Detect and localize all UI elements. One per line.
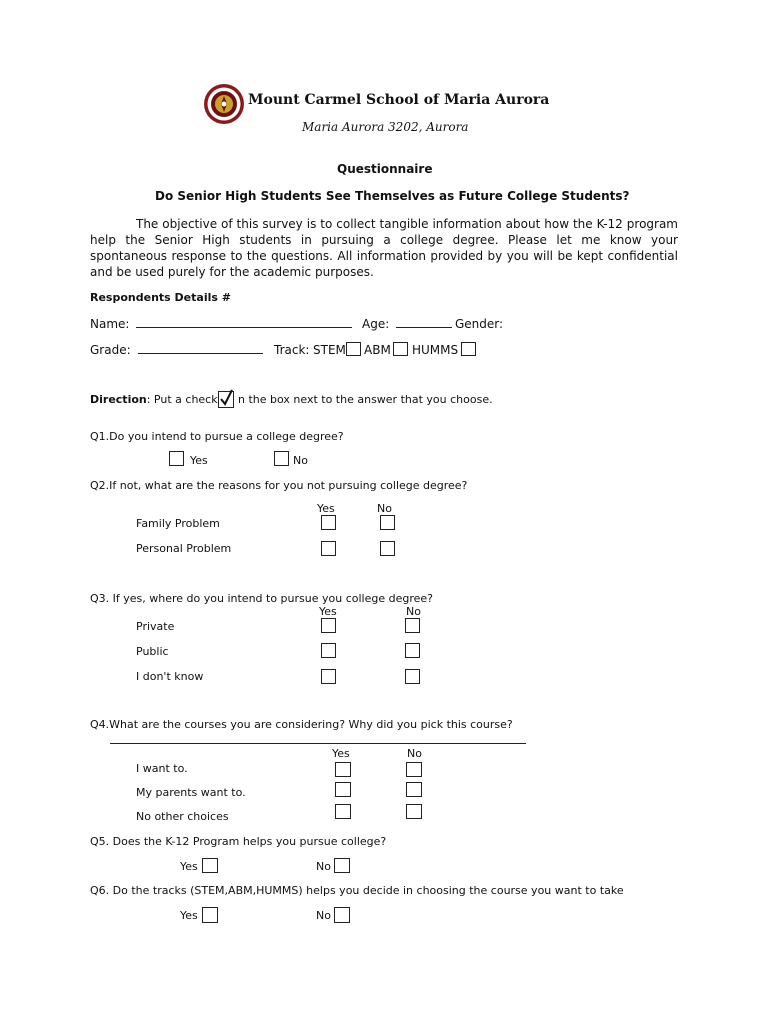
- school-seal: [203, 83, 245, 125]
- q3-yes-header: Yes: [319, 605, 337, 618]
- age-label: Age:: [362, 317, 390, 331]
- track-humms-checkbox[interactable]: [461, 342, 476, 356]
- q6-yes-label: Yes: [180, 909, 198, 922]
- q5-yes-label: Yes: [180, 860, 198, 873]
- q6-yes-checkbox[interactable]: [202, 907, 218, 923]
- q4-parents-no-checkbox[interactable]: [406, 782, 422, 797]
- q2-no-header: No: [377, 502, 392, 515]
- q5-yes-checkbox[interactable]: [202, 858, 218, 873]
- direction-text-before: : Put a check: [146, 393, 218, 406]
- q6-text: Q6. Do the tracks (STEM,ABM,HUMMS) helps you decide in choosing the course you want to take: [90, 884, 624, 897]
- q4-yes-header: Yes: [332, 747, 350, 760]
- direction-label: Direction: [90, 393, 147, 406]
- name-label: Name:: [90, 317, 130, 331]
- intro-text: The objective of this survey is to collect tangible information about how the K-12 program help the Senior High students in pursuing a college degree. Please let me know your spontaneous response to the questions. All information provided by you will be kept confidential and be used purely for the academic purposes.: [90, 217, 678, 279]
- track-abm-checkbox[interactable]: [393, 342, 408, 356]
- age-field[interactable]: [396, 327, 452, 328]
- q4-want-yes-checkbox[interactable]: [335, 762, 351, 777]
- q2-personal-no-checkbox[interactable]: [380, 541, 395, 556]
- q3-option-dont-know: I don't know: [136, 670, 204, 683]
- q6-no-label: No: [316, 909, 331, 922]
- q1-yes-label: Yes: [190, 454, 208, 467]
- q3-option-public: Public: [136, 645, 169, 658]
- q3-public-yes-checkbox[interactable]: [321, 643, 336, 658]
- grade-field[interactable]: [138, 353, 263, 354]
- name-field[interactable]: [136, 327, 352, 328]
- q4-text: Q4.What are the courses you are considering? Why did you pick this course?: [90, 718, 513, 731]
- gender-label: Gender:: [455, 317, 504, 331]
- page-subtitle: Do Senior High Students See Themselves as Future College Students?: [155, 189, 630, 203]
- q3-private-no-checkbox[interactable]: [405, 618, 420, 633]
- q6-no-checkbox[interactable]: [334, 907, 350, 923]
- q1-yes-checkbox[interactable]: [169, 451, 184, 466]
- q4-nochoice-no-checkbox[interactable]: [406, 804, 422, 819]
- q2-family-no-checkbox[interactable]: [380, 515, 395, 530]
- q3-dontknow-no-checkbox[interactable]: [405, 669, 420, 684]
- track-stem-checkbox[interactable]: [346, 342, 361, 356]
- direction-text-after: n the box next to the answer that you choose.: [238, 393, 493, 406]
- q2-text: Q2.If not, what are the reasons for you not pursuing college degree?: [90, 479, 468, 492]
- school-address: Maria Aurora 3202, Aurora: [302, 120, 469, 134]
- track-label: Track:: [274, 343, 310, 357]
- q4-option-want: I want to.: [136, 762, 188, 775]
- q2-option-personal: Personal Problem: [136, 542, 232, 555]
- q1-text: Q1.Do you intend to pursue a college degree?: [90, 430, 344, 443]
- school-name: Mount Carmel School of Maria Aurora: [248, 92, 550, 108]
- track-stem-label: STEM: [313, 343, 346, 357]
- q2-yes-header: Yes: [317, 502, 335, 515]
- q4-parents-yes-checkbox[interactable]: [335, 782, 351, 797]
- page-title: Questionnaire: [337, 162, 433, 176]
- q4-nochoice-yes-checkbox[interactable]: [335, 804, 351, 819]
- track-humms-label: HUMMS: [412, 343, 459, 357]
- q3-text: Q3. If yes, where do you intend to pursue you college degree?: [90, 592, 434, 605]
- q5-text: Q5. Does the K-12 Program helps you pursue college?: [90, 835, 387, 848]
- check-example-icon: [218, 391, 234, 408]
- q3-private-yes-checkbox[interactable]: [321, 618, 336, 633]
- grade-label: Grade:: [90, 343, 131, 357]
- intro-paragraph: [90, 216, 678, 280]
- q4-option-no-choices: No other choices: [136, 810, 229, 823]
- q2-option-family: Family Problem: [136, 517, 220, 530]
- q3-dontknow-yes-checkbox[interactable]: [321, 669, 336, 684]
- q4-no-header: No: [407, 747, 422, 760]
- track-abm-label: ABM: [364, 343, 391, 357]
- q4-want-no-checkbox[interactable]: [406, 762, 422, 777]
- respondents-heading: Respondents Details #: [90, 291, 231, 304]
- q5-no-checkbox[interactable]: [334, 858, 350, 873]
- q3-no-header: No: [406, 605, 421, 618]
- direction-line: [90, 393, 218, 406]
- q5-no-label: No: [316, 860, 331, 873]
- q3-public-no-checkbox[interactable]: [405, 643, 420, 658]
- q2-family-yes-checkbox[interactable]: [321, 515, 336, 530]
- q2-personal-yes-checkbox[interactable]: [321, 541, 336, 556]
- q4-option-parents: My parents want to.: [136, 786, 246, 799]
- q1-no-checkbox[interactable]: [274, 451, 289, 466]
- q1-no-label: No: [293, 454, 308, 467]
- q3-option-private: Private: [136, 620, 175, 633]
- q4-answer-field[interactable]: [110, 743, 526, 744]
